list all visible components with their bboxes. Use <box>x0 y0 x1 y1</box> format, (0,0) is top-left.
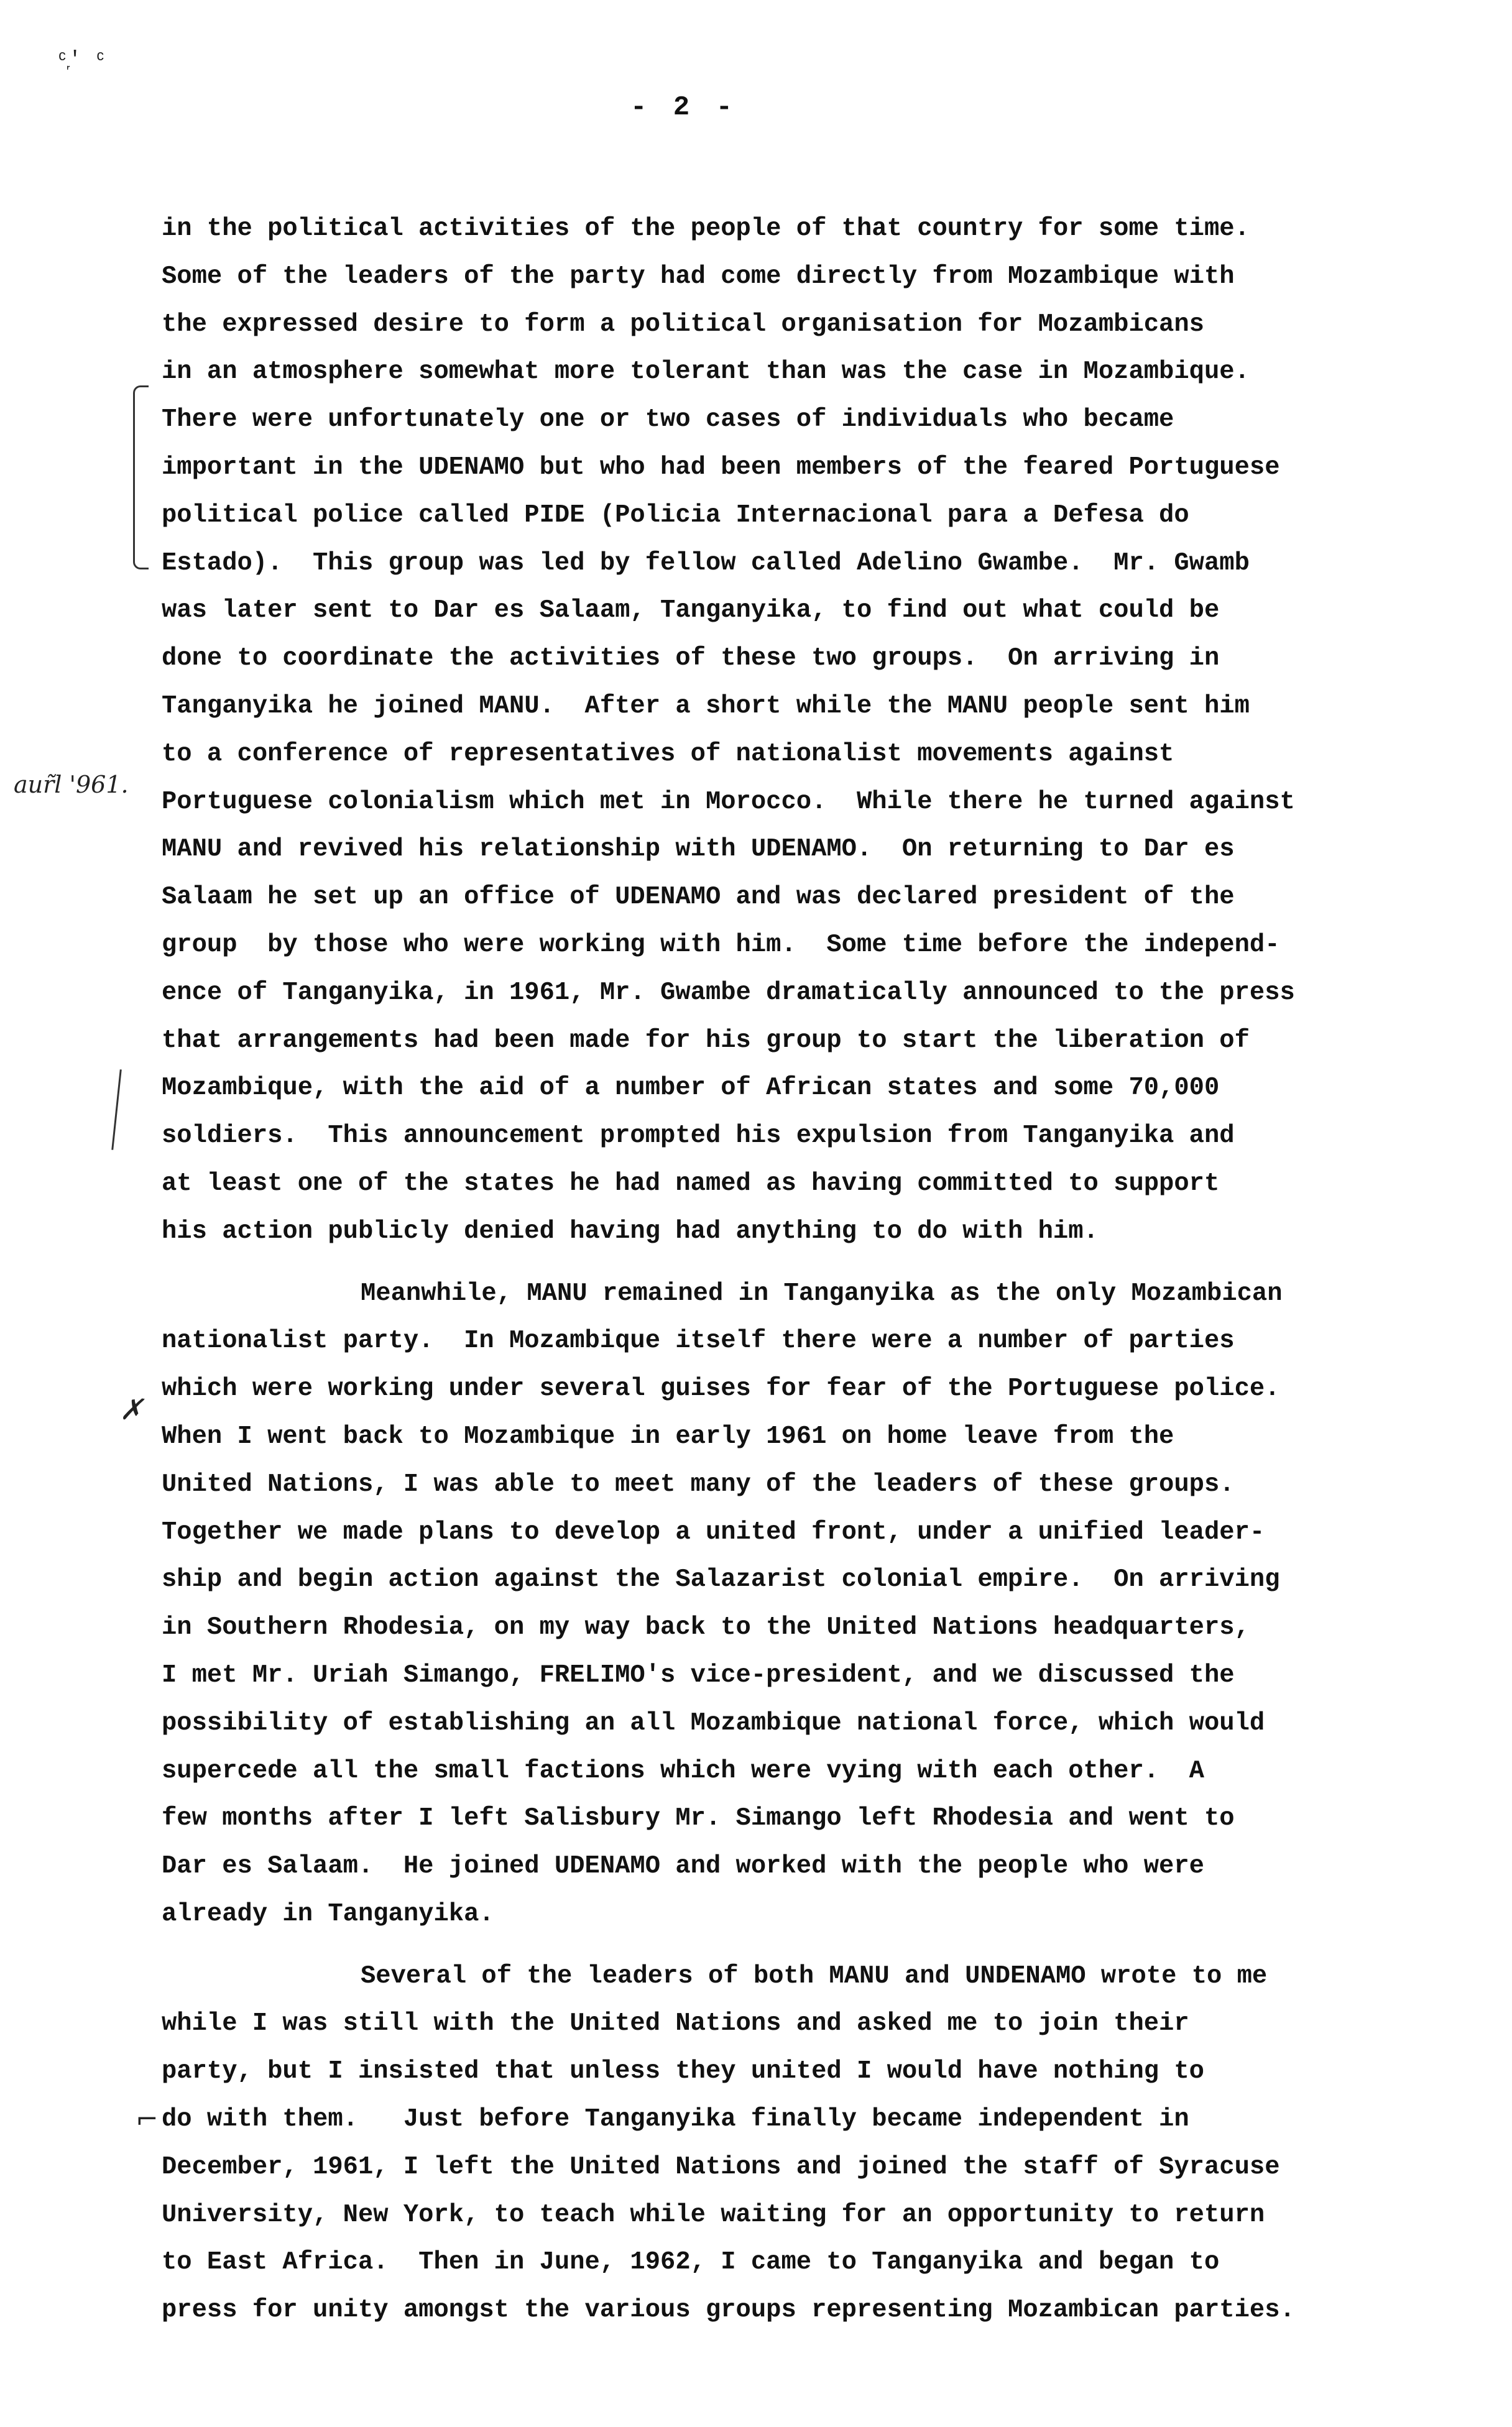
text-line: supercede all the small factions which were vying with each other. A <box>162 1756 1204 1785</box>
text-line: I met Mr. Uriah Simango, FRELIMO's vice-president, and we discussed the <box>162 1660 1235 1690</box>
paragraph-gap <box>162 1938 1405 1953</box>
text-line: University, New York, to teach while waiting for an opportunity to return <box>162 2200 1265 2229</box>
paragraph <box>162 1270 1405 1938</box>
text-line: which were working under several guises for fear of the Portuguese police. <box>162 1375 1280 1404</box>
document-body <box>162 205 1405 2334</box>
text-line: Portuguese colonialism which met in Morocco. While there he turned against <box>162 787 1295 816</box>
text-line: Estado). This group was led by fellow called Adelino Gwambe. Mr. Gwamb <box>162 548 1250 578</box>
corner-handwritten-marks: ᶜ᷊' ᶜ <box>56 48 107 72</box>
text-line: United Nations, I was able to meet many of the leaders of these groups. <box>162 1470 1235 1499</box>
text-line: Some of the leaders of the party had come directly from Mozambique with <box>162 262 1235 291</box>
text-line: Salaam he set up an office of UDENAMO and was declared president of the <box>162 883 1235 912</box>
text-line: Several of the leaders of both MANU and UNDENAMO wrote to me <box>361 1961 1268 1991</box>
text-line: while I was still with the United Nations and asked me to join their <box>162 2009 1189 2038</box>
text-line: was later sent to Dar es Salaam, Tanganyika, to find out what could be <box>162 596 1220 625</box>
text-line: Dar es Salaam. He joined UDENAMO and worked with the people who were <box>162 1852 1204 1881</box>
text-line: press for unity amongst the various groups representing Mozambican parties. <box>162 2296 1295 2325</box>
text-line: nationalist party. In Mozambique itself there were a number of parties <box>162 1327 1235 1356</box>
text-line: in an atmosphere somewhat more tolerant than was the case in Mozambique. <box>162 357 1250 387</box>
text-line: possibility of establishing an all Mozambique national force, which would <box>162 1708 1265 1738</box>
margin-star-mark: ✗ <box>119 1393 144 1426</box>
text-line: Tanganyika he joined MANU. After a short while the MANU people sent him <box>162 691 1250 721</box>
text-line: Meanwhile, MANU remained in Tanganyika as the only Mozambican <box>361 1279 1283 1308</box>
text-line: few months after I left Salisbury Mr. Simango left Rhodesia and went to <box>162 1804 1235 1833</box>
text-line: MANU and revived his relationship with UDENAMO. On returning to Dar es <box>162 835 1235 864</box>
text-line: There were unfortunately one or two cases of individuals who became <box>162 405 1174 435</box>
text-line: in the political activities of the people of that country for some time. <box>162 214 1250 243</box>
text-line: group by those who were working with him. Some time before the independ- <box>162 930 1280 959</box>
text-line: important in the UDENAMO but who had been members of the feared Portuguese <box>162 453 1280 482</box>
text-line: the expressed desire to form a political organisation for Mozambicans <box>162 310 1204 339</box>
paragraph-gap <box>162 1256 1405 1270</box>
margin-bracket-mark <box>133 385 149 569</box>
margin-note-1961: aur̃l '961. <box>14 771 129 798</box>
text-line: ship and begin action against the Salazarist colonial empire. On arriving <box>162 1565 1280 1595</box>
text-line: political police called PIDE (Policia Internacional para a Defesa do <box>162 500 1189 530</box>
text-line: When I went back to Mozambique in early 1961 on home leave from the <box>162 1422 1174 1451</box>
text-line: his action publicly denied having had anything to do with him. <box>162 1217 1099 1246</box>
text-line: do with them. Just before Tanganyika finally became independent in <box>162 2105 1189 2134</box>
text-line: ence of Tanganyika, in 1961, Mr. Gwambe dramatically announced to the press <box>162 978 1295 1007</box>
text-line: in Southern Rhodesia, on my way back to the United Nations headquarters, <box>162 1613 1250 1642</box>
text-line: at least one of the states he had named as having committed to support <box>162 1169 1220 1198</box>
text-line: Together we made plans to develop a united front, under a unified leader- <box>162 1517 1265 1547</box>
margin-tick-mark: ⌐ <box>136 2104 159 2135</box>
text-line: done to coordinate the activities of these two groups. On arriving in <box>162 644 1220 673</box>
text-line: that arrangements had been made for his group to start the liberation of <box>162 1026 1250 1055</box>
paragraph <box>162 1953 1405 2334</box>
text-line: to East Africa. Then in June, 1962, I came to Tanganyika and began to <box>162 2248 1220 2277</box>
text-line: to a conference of representatives of nationalist movements against <box>162 739 1174 768</box>
margin-stroke-mark <box>111 1069 122 1150</box>
text-line: already in Tanganyika. <box>162 1899 494 1928</box>
text-line: December, 1961, I left the United Nations and joined the staff of Syracuse <box>162 2152 1280 2181</box>
text-line: Mozambique, with the aid of a number of African states and some 70,000 <box>162 1074 1220 1103</box>
page-number: - 2 - <box>630 92 738 123</box>
text-line: soldiers. This announcement prompted his expulsion from Tanganyika and <box>162 1121 1235 1151</box>
text-line: party, but I insisted that unless they united I would have nothing to <box>162 2057 1204 2086</box>
paragraph <box>162 205 1405 1256</box>
